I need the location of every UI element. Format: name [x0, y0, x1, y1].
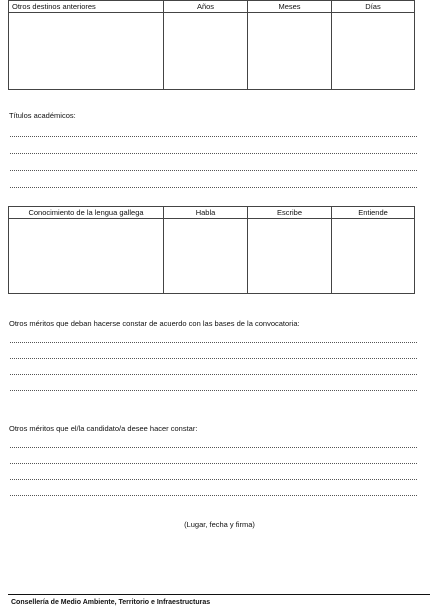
otros-meritos-bases-line[interactable] — [10, 342, 417, 343]
destinos-header-row — [9, 1, 415, 13]
lengua-header-habla: Habla — [164, 207, 248, 219]
destinos-header-meses: Meses — [248, 1, 332, 13]
titulos-label: Títulos académicos: — [9, 111, 76, 120]
destinos-body-row — [9, 13, 415, 90]
titulos-line[interactable] — [10, 136, 417, 137]
footer-text: Consellería de Medio Ambiente, Territorio e Infraestructuras — [11, 599, 211, 606]
destinos-cell-meses[interactable] — [248, 13, 332, 90]
otros-meritos-bases-line[interactable] — [10, 390, 417, 391]
lengua-cell-conocimiento[interactable] — [9, 219, 164, 294]
signature-label: (Lugar, fecha y firma) — [184, 520, 255, 529]
lengua-cell-entiende[interactable] — [332, 219, 415, 294]
otros-meritos-bases-label: Otros méritos que deban hacerse constar de acuerdo con las bases de la convocatoria: — [9, 319, 300, 328]
otros-meritos-candidato-line[interactable] — [10, 463, 417, 464]
titulos-line[interactable] — [10, 153, 417, 154]
lengua-gallega-table — [8, 206, 415, 294]
destinos-cell-anos[interactable] — [164, 13, 248, 90]
otros-meritos-candidato-label: Otros méritos que el/la candidato/a desee hacer constar: — [9, 424, 198, 433]
lengua-header-row — [9, 207, 415, 219]
titulos-line[interactable] — [10, 170, 417, 171]
otros-meritos-candidato-line[interactable] — [10, 447, 417, 448]
otros-meritos-bases-line[interactable] — [10, 374, 417, 375]
lengua-header-entiende: Entiende — [332, 207, 415, 219]
destinos-cell-destinos[interactable] — [9, 13, 164, 90]
titulos-line[interactable] — [10, 187, 417, 188]
otros-meritos-candidato-line[interactable] — [10, 495, 417, 496]
otros-meritos-candidato-line[interactable] — [10, 479, 417, 480]
destinos-table — [8, 0, 415, 90]
lengua-header-conocimiento: Conocimiento de la lengua gallega — [9, 207, 164, 219]
destinos-header-dias: Días — [332, 1, 415, 13]
destinos-cell-dias[interactable] — [332, 13, 415, 90]
lengua-header-escribe: Escribe — [248, 207, 332, 219]
destinos-header-anos: Años — [164, 1, 248, 13]
lengua-cell-escribe[interactable] — [248, 219, 332, 294]
lengua-cell-habla[interactable] — [164, 219, 248, 294]
destinos-header-destinos: Otros destinos anteriores — [9, 1, 164, 13]
otros-meritos-bases-line[interactable] — [10, 358, 417, 359]
footer-rule — [8, 594, 430, 595]
lengua-body-row — [9, 219, 415, 294]
